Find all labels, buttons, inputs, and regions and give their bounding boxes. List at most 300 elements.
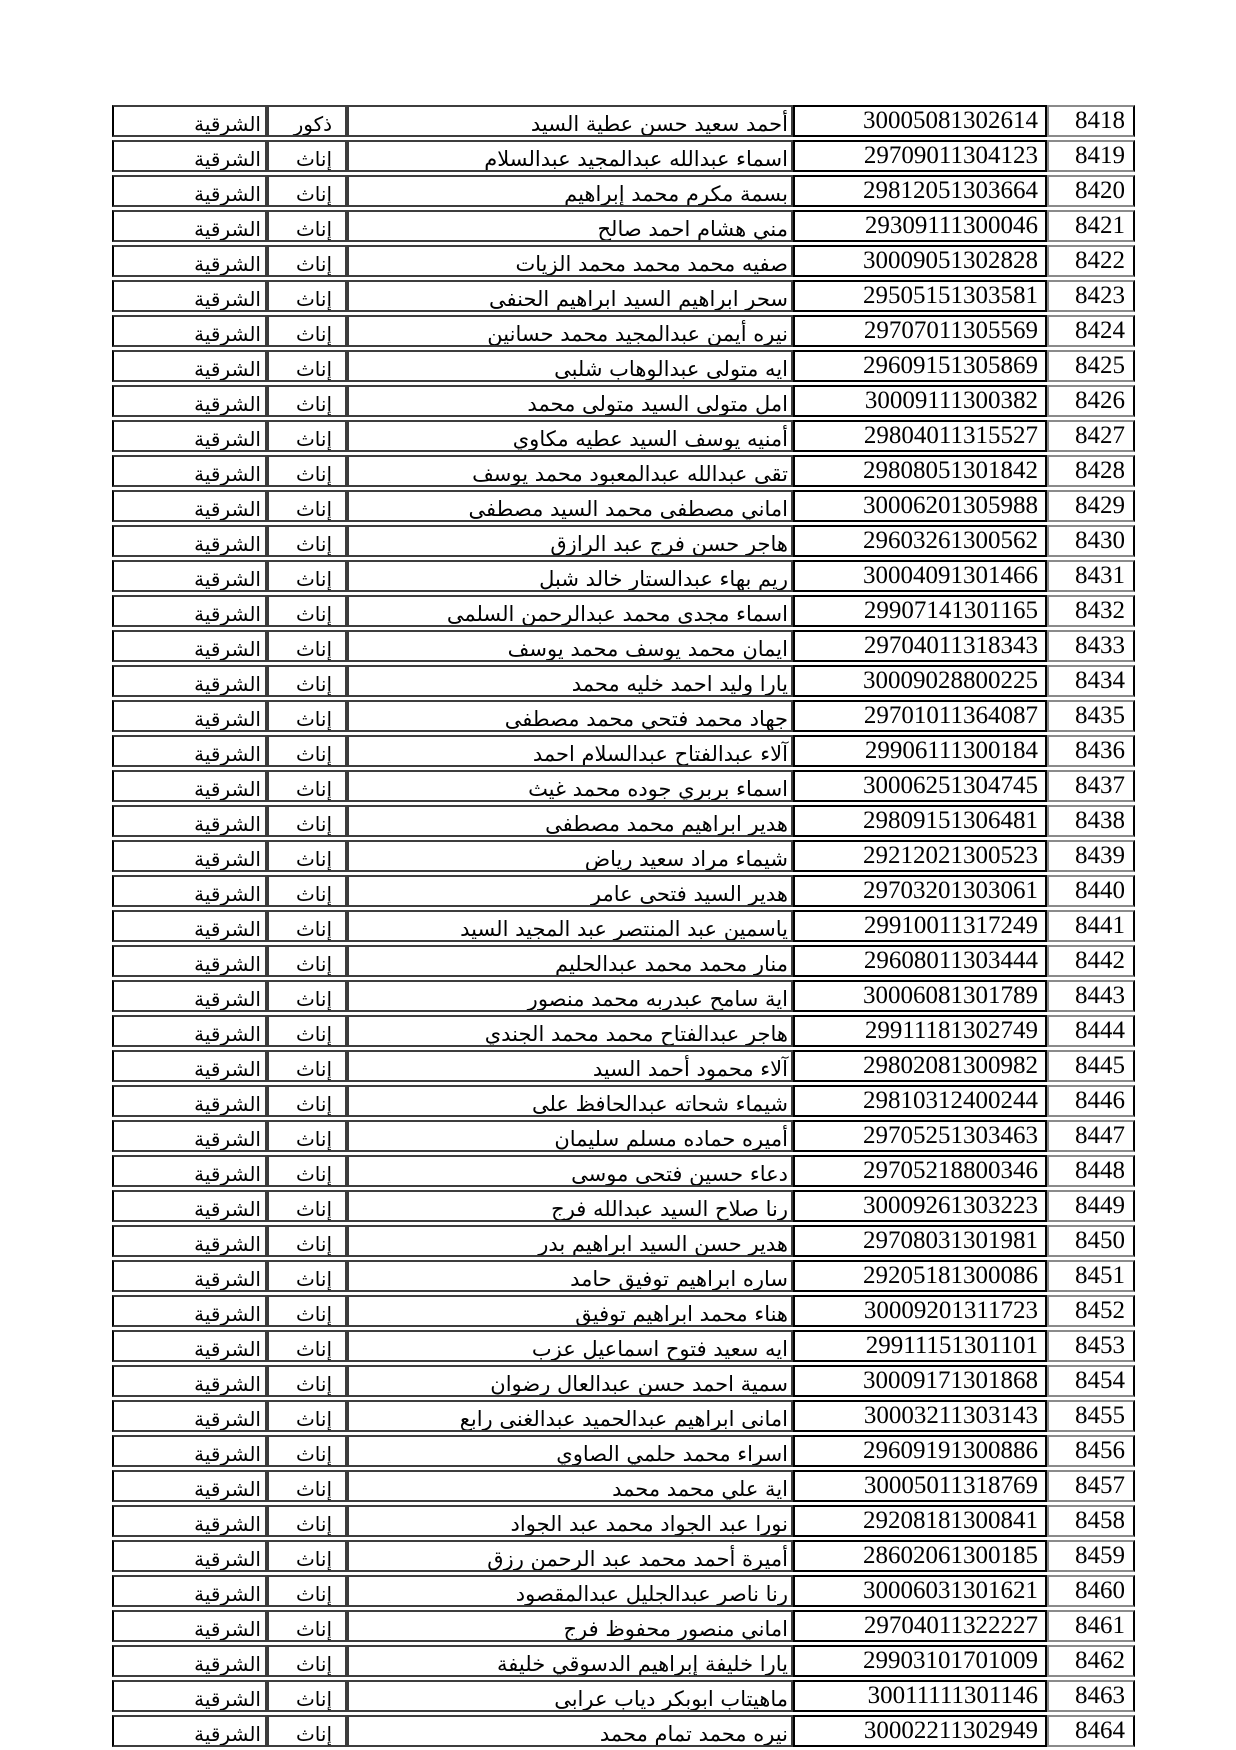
gender-cell bbox=[267, 630, 347, 662]
table-row bbox=[112, 735, 1135, 767]
gender-text: إناث bbox=[295, 777, 332, 801]
national-id-cell: 29910011317249 bbox=[793, 910, 1047, 942]
governorate-cell bbox=[112, 1155, 267, 1187]
gender-cell bbox=[267, 1575, 347, 1607]
governorate-text: الشرقية bbox=[194, 357, 261, 381]
gender-text: إناث bbox=[295, 672, 332, 696]
full-name-cell bbox=[347, 1120, 793, 1152]
governorate-cell bbox=[112, 105, 267, 137]
full-name-text: ساره ابراهيم توفيق حامد bbox=[570, 1267, 788, 1291]
full-name-text: رنا ناصر عبدالجليل عبدالمقصود bbox=[515, 1582, 788, 1606]
governorate-cell bbox=[112, 595, 267, 627]
serial-number-cell: 8422 bbox=[1047, 245, 1135, 277]
governorate-cell bbox=[112, 1120, 267, 1152]
full-name-cell bbox=[347, 1540, 793, 1572]
table-row bbox=[112, 350, 1135, 382]
table-row bbox=[112, 1575, 1135, 1607]
governorate-text: الشرقية bbox=[194, 1442, 261, 1466]
gender-text: إناث bbox=[295, 1092, 332, 1116]
full-name-cell bbox=[347, 1225, 793, 1257]
national-id-cell: 29809151306481 bbox=[793, 805, 1047, 837]
national-id-cell: 29812051303664 bbox=[793, 175, 1047, 207]
national-id-cell: 29808051301842 bbox=[793, 455, 1047, 487]
serial-number-cell: 8454 bbox=[1047, 1365, 1135, 1397]
national-id-cell: 29907141301165 bbox=[793, 595, 1047, 627]
full-name-cell bbox=[347, 1715, 793, 1747]
governorate-cell bbox=[112, 175, 267, 207]
gender-text: إناث bbox=[295, 1547, 332, 1571]
gender-text: إناث bbox=[295, 1127, 332, 1151]
full-name-cell bbox=[347, 490, 793, 522]
serial-number-cell: 8458 bbox=[1047, 1505, 1135, 1537]
names-roster-table bbox=[112, 102, 1135, 1750]
table-row bbox=[112, 1330, 1135, 1362]
full-name-text: ياسمين عبد المنتصر عبد المجيد السيد bbox=[460, 917, 788, 941]
full-name-cell bbox=[347, 665, 793, 697]
gender-text: إناث bbox=[295, 532, 332, 556]
gender-text: إناث bbox=[295, 567, 332, 591]
table-row bbox=[112, 1015, 1135, 1047]
governorate-cell bbox=[112, 945, 267, 977]
table-row bbox=[112, 840, 1135, 872]
table-row bbox=[112, 1680, 1135, 1712]
governorate-cell bbox=[112, 350, 267, 382]
national-id-cell: 30006251304745 bbox=[793, 770, 1047, 802]
national-id-cell: 30009171301868 bbox=[793, 1365, 1047, 1397]
national-id-cell: 30009028800225 bbox=[793, 665, 1047, 697]
table-row bbox=[112, 1715, 1135, 1747]
full-name-cell bbox=[347, 385, 793, 417]
gender-text: إناث bbox=[295, 1477, 332, 1501]
gender-cell bbox=[267, 1225, 347, 1257]
full-name-text: أميره حماده مسلم سليمان bbox=[554, 1127, 788, 1151]
governorate-text: الشرقية bbox=[194, 1057, 261, 1081]
gender-cell bbox=[267, 875, 347, 907]
serial-number-cell: 8459 bbox=[1047, 1540, 1135, 1572]
governorate-text: الشرقية bbox=[194, 1407, 261, 1431]
governorate-text: الشرقية bbox=[194, 882, 261, 906]
gender-text: إناث bbox=[295, 357, 332, 381]
serial-number-cell: 8419 bbox=[1047, 140, 1135, 172]
governorate-cell bbox=[112, 1190, 267, 1222]
gender-text: إناث bbox=[295, 427, 332, 451]
gender-cell bbox=[267, 735, 347, 767]
governorate-text: الشرقية bbox=[194, 1162, 261, 1186]
serial-number-cell: 8430 bbox=[1047, 525, 1135, 557]
full-name-text: آلاء عبدالفتاح عبدالسلام احمد bbox=[532, 742, 788, 766]
full-name-text: سمية احمد حسن عبدالعال رضوان bbox=[490, 1372, 788, 1396]
table-row bbox=[112, 1645, 1135, 1677]
table-row bbox=[112, 980, 1135, 1012]
table-row bbox=[112, 1190, 1135, 1222]
full-name-text: دعاء حسين فتحى موسى bbox=[571, 1162, 788, 1186]
governorate-text: الشرقية bbox=[194, 1582, 261, 1606]
governorate-text: الشرقية bbox=[194, 287, 261, 311]
governorate-cell bbox=[112, 1715, 267, 1747]
governorate-text: الشرقية bbox=[194, 1547, 261, 1571]
national-id-cell: 30005081302614 bbox=[793, 105, 1047, 137]
full-name-text: صفيه محمد محمد محمد الزيات bbox=[515, 252, 788, 276]
serial-number-cell: 8440 bbox=[1047, 875, 1135, 907]
governorate-cell bbox=[112, 280, 267, 312]
gender-cell bbox=[267, 385, 347, 417]
serial-number-cell: 8428 bbox=[1047, 455, 1135, 487]
national-id-cell: 29609151305869 bbox=[793, 350, 1047, 382]
governorate-cell bbox=[112, 1505, 267, 1537]
full-name-text: ايه سعيد فتوح اسماعيل عزب bbox=[531, 1337, 788, 1361]
governorate-cell bbox=[112, 420, 267, 452]
gender-text: إناث bbox=[295, 1232, 332, 1256]
gender-cell bbox=[267, 420, 347, 452]
gender-text: إناث bbox=[295, 1022, 332, 1046]
serial-number-cell: 8444 bbox=[1047, 1015, 1135, 1047]
full-name-cell bbox=[347, 1260, 793, 1292]
gender-text: إناث bbox=[295, 147, 332, 171]
full-name-cell bbox=[347, 840, 793, 872]
full-name-text: رنا صلاح السيد عبدالله فرج bbox=[551, 1197, 788, 1221]
table-row bbox=[112, 1365, 1135, 1397]
gender-text: إناث bbox=[295, 637, 332, 661]
governorate-cell bbox=[112, 385, 267, 417]
full-name-text: بسمة مكرم محمد إبراهيم bbox=[564, 182, 788, 206]
full-name-text: أحمد سعيد حسن عطية السيد bbox=[530, 112, 788, 136]
serial-number-cell: 8456 bbox=[1047, 1435, 1135, 1467]
governorate-cell bbox=[112, 1050, 267, 1082]
gender-text: إناث bbox=[295, 1162, 332, 1186]
gender-cell bbox=[267, 175, 347, 207]
serial-number-cell: 8447 bbox=[1047, 1120, 1135, 1152]
gender-cell bbox=[267, 1155, 347, 1187]
gender-cell bbox=[267, 560, 347, 592]
full-name-cell bbox=[347, 630, 793, 662]
full-name-cell bbox=[347, 1610, 793, 1642]
full-name-text: أمنيه يوسف السيد عطيه مكاوي bbox=[512, 427, 788, 451]
full-name-cell bbox=[347, 1015, 793, 1047]
governorate-cell bbox=[112, 1365, 267, 1397]
gender-cell bbox=[267, 1610, 347, 1642]
full-name-cell bbox=[347, 1155, 793, 1187]
table-row bbox=[112, 1050, 1135, 1082]
serial-number-cell: 8427 bbox=[1047, 420, 1135, 452]
full-name-text: اسماء مجدى محمد عبدالرحمن السلمى bbox=[446, 602, 788, 626]
governorate-text: الشرقية bbox=[194, 1022, 261, 1046]
gender-text: إناث bbox=[295, 882, 332, 906]
serial-number-cell: 8462 bbox=[1047, 1645, 1135, 1677]
governorate-cell bbox=[112, 735, 267, 767]
full-name-text: آلاء محمود أحمد السيد bbox=[592, 1057, 788, 1081]
national-id-cell: 29911151301101 bbox=[793, 1330, 1047, 1362]
table-row bbox=[112, 1155, 1135, 1187]
governorate-text: الشرقية bbox=[194, 847, 261, 871]
gender-text: إناث bbox=[295, 1582, 332, 1606]
national-id-cell: 29705218800346 bbox=[793, 1155, 1047, 1187]
full-name-cell bbox=[347, 875, 793, 907]
gender-cell bbox=[267, 945, 347, 977]
national-id-cell: 30009201311723 bbox=[793, 1295, 1047, 1327]
full-name-text: هدير السيد فتحى عامر bbox=[590, 882, 788, 906]
table-row bbox=[112, 1505, 1135, 1537]
serial-number-cell: 8457 bbox=[1047, 1470, 1135, 1502]
full-name-text: نيره محمد تمام محمد bbox=[599, 1722, 788, 1746]
national-id-cell: 30004091301466 bbox=[793, 560, 1047, 592]
serial-number-cell: 8418 bbox=[1047, 105, 1135, 137]
governorate-cell bbox=[112, 980, 267, 1012]
gender-cell bbox=[267, 1050, 347, 1082]
serial-number-cell: 8424 bbox=[1047, 315, 1135, 347]
gender-text: ذكور bbox=[293, 112, 332, 136]
national-id-cell: 29609191300886 bbox=[793, 1435, 1047, 1467]
gender-cell bbox=[267, 210, 347, 242]
serial-number-cell: 8438 bbox=[1047, 805, 1135, 837]
table-row bbox=[112, 1470, 1135, 1502]
governorate-cell bbox=[112, 1610, 267, 1642]
full-name-text: امانى ابراهيم عبدالحميد عبدالغنى رابع bbox=[459, 1407, 788, 1431]
serial-number-cell: 8449 bbox=[1047, 1190, 1135, 1222]
governorate-cell bbox=[112, 1680, 267, 1712]
full-name-cell bbox=[347, 1085, 793, 1117]
table-row bbox=[112, 700, 1135, 732]
full-name-cell bbox=[347, 770, 793, 802]
gender-cell bbox=[267, 1295, 347, 1327]
governorate-cell bbox=[112, 140, 267, 172]
full-name-cell bbox=[347, 1295, 793, 1327]
governorate-text: الشرقية bbox=[194, 637, 261, 661]
full-name-cell bbox=[347, 175, 793, 207]
gender-cell bbox=[267, 700, 347, 732]
governorate-cell bbox=[112, 1645, 267, 1677]
gender-cell bbox=[267, 1715, 347, 1747]
full-name-text: مني هشام احمد صالح bbox=[597, 217, 788, 241]
governorate-cell bbox=[112, 875, 267, 907]
governorate-text: الشرقية bbox=[194, 987, 261, 1011]
governorate-text: الشرقية bbox=[194, 252, 261, 276]
table-row bbox=[112, 490, 1135, 522]
full-name-cell bbox=[347, 980, 793, 1012]
governorate-cell bbox=[112, 770, 267, 802]
table-body bbox=[112, 105, 1135, 1747]
serial-number-cell: 8453 bbox=[1047, 1330, 1135, 1362]
table-row bbox=[112, 1225, 1135, 1257]
national-id-cell: 29208181300841 bbox=[793, 1505, 1047, 1537]
table-row bbox=[112, 1400, 1135, 1432]
governorate-text: الشرقية bbox=[194, 532, 261, 556]
serial-number-cell: 8425 bbox=[1047, 350, 1135, 382]
gender-cell bbox=[267, 980, 347, 1012]
national-id-cell: 29804011315527 bbox=[793, 420, 1047, 452]
serial-number-cell: 8455 bbox=[1047, 1400, 1135, 1432]
table-row bbox=[112, 805, 1135, 837]
gender-text: إناث bbox=[295, 1652, 332, 1676]
gender-cell bbox=[267, 595, 347, 627]
national-id-cell: 29701011364087 bbox=[793, 700, 1047, 732]
full-name-cell bbox=[347, 1505, 793, 1537]
full-name-cell bbox=[347, 805, 793, 837]
national-id-cell: 30009261303223 bbox=[793, 1190, 1047, 1222]
full-name-text: جهاد محمد فتحي محمد مصطفى bbox=[504, 707, 788, 731]
governorate-text: الشرقية bbox=[194, 112, 261, 136]
gender-cell bbox=[267, 910, 347, 942]
governorate-text: الشرقية bbox=[194, 1372, 261, 1396]
national-id-cell: 29505151303581 bbox=[793, 280, 1047, 312]
serial-number-cell: 8451 bbox=[1047, 1260, 1135, 1292]
national-id-cell: 29704011318343 bbox=[793, 630, 1047, 662]
governorate-cell bbox=[112, 1260, 267, 1292]
table-row bbox=[112, 1120, 1135, 1152]
full-name-text: اية سامح عبدربه محمد منصور bbox=[527, 987, 788, 1011]
full-name-cell bbox=[347, 1365, 793, 1397]
national-id-cell: 30011111301146 bbox=[793, 1680, 1047, 1712]
governorate-text: الشرقية bbox=[194, 917, 261, 941]
table-row bbox=[112, 315, 1135, 347]
governorate-cell bbox=[112, 245, 267, 277]
full-name-cell bbox=[347, 1190, 793, 1222]
serial-number-cell: 8421 bbox=[1047, 210, 1135, 242]
governorate-cell bbox=[112, 525, 267, 557]
full-name-text: اية علي محمد محمد bbox=[612, 1477, 788, 1501]
governorate-cell bbox=[112, 1435, 267, 1467]
table-row bbox=[112, 875, 1135, 907]
governorate-text: الشرقية bbox=[194, 1617, 261, 1641]
governorate-text: الشرقية bbox=[194, 1477, 261, 1501]
serial-number-cell: 8432 bbox=[1047, 595, 1135, 627]
governorate-text: الشرقية bbox=[194, 742, 261, 766]
table-row bbox=[112, 455, 1135, 487]
gender-cell bbox=[267, 350, 347, 382]
national-id-cell: 30005011318769 bbox=[793, 1470, 1047, 1502]
full-name-text: منار محمد محمد عبدالحليم bbox=[554, 952, 788, 976]
gender-text: إناث bbox=[295, 1057, 332, 1081]
national-id-cell: 29608011303444 bbox=[793, 945, 1047, 977]
governorate-cell bbox=[112, 1540, 267, 1572]
full-name-text: يارا خليفة إبراهيم الدسوقي خليفة bbox=[497, 1652, 788, 1676]
gender-cell bbox=[267, 840, 347, 872]
full-name-text: شيماء شحاته عبدالحافظ على bbox=[531, 1092, 788, 1116]
gender-text: إناث bbox=[295, 1337, 332, 1361]
national-id-cell: 29704011322227 bbox=[793, 1610, 1047, 1642]
full-name-cell bbox=[347, 525, 793, 557]
governorate-text: الشرقية bbox=[194, 392, 261, 416]
gender-cell bbox=[267, 1540, 347, 1572]
governorate-cell bbox=[112, 805, 267, 837]
full-name-text: ايمان محمد يوسف محمد يوسف bbox=[507, 637, 788, 661]
full-name-cell bbox=[347, 420, 793, 452]
full-name-cell bbox=[347, 910, 793, 942]
governorate-cell bbox=[112, 1400, 267, 1432]
gender-text: إناث bbox=[295, 707, 332, 731]
gender-cell bbox=[267, 525, 347, 557]
governorate-text: الشرقية bbox=[194, 672, 261, 696]
national-id-cell: 29911181302749 bbox=[793, 1015, 1047, 1047]
gender-text: إناث bbox=[295, 987, 332, 1011]
serial-number-cell: 8452 bbox=[1047, 1295, 1135, 1327]
full-name-cell bbox=[347, 595, 793, 627]
serial-number-cell: 8441 bbox=[1047, 910, 1135, 942]
serial-number-cell: 8429 bbox=[1047, 490, 1135, 522]
gender-text: إناث bbox=[295, 917, 332, 941]
table-row bbox=[112, 770, 1135, 802]
governorate-text: الشرقية bbox=[194, 147, 261, 171]
table-row bbox=[112, 1085, 1135, 1117]
governorate-text: الشرقية bbox=[194, 322, 261, 346]
national-id-cell: 29309111300046 bbox=[793, 210, 1047, 242]
governorate-text: الشرقية bbox=[194, 1197, 261, 1221]
governorate-text: الشرقية bbox=[194, 952, 261, 976]
serial-number-cell: 8434 bbox=[1047, 665, 1135, 697]
table-row bbox=[112, 910, 1135, 942]
serial-number-cell: 8426 bbox=[1047, 385, 1135, 417]
gender-cell bbox=[267, 805, 347, 837]
national-id-cell: 30009111300382 bbox=[793, 385, 1047, 417]
national-id-cell: 29603261300562 bbox=[793, 525, 1047, 557]
gender-text: إناث bbox=[295, 1442, 332, 1466]
serial-number-cell: 8433 bbox=[1047, 630, 1135, 662]
serial-number-cell: 8443 bbox=[1047, 980, 1135, 1012]
gender-text: إناث bbox=[295, 322, 332, 346]
serial-number-cell: 8460 bbox=[1047, 1575, 1135, 1607]
governorate-text: الشرقية bbox=[194, 567, 261, 591]
governorate-text: الشرقية bbox=[194, 497, 261, 521]
gender-text: إناث bbox=[295, 1617, 332, 1641]
gender-cell bbox=[267, 315, 347, 347]
serial-number-cell: 8442 bbox=[1047, 945, 1135, 977]
full-name-cell bbox=[347, 1680, 793, 1712]
full-name-text: امل متولى السيد متولى محمد bbox=[527, 392, 788, 416]
national-id-cell: 29707011305569 bbox=[793, 315, 1047, 347]
gender-text: إناث bbox=[295, 1687, 332, 1711]
governorate-text: الشرقية bbox=[194, 1687, 261, 1711]
table-row bbox=[112, 210, 1135, 242]
governorate-text: الشرقية bbox=[194, 462, 261, 486]
serial-number-cell: 8431 bbox=[1047, 560, 1135, 592]
national-id-cell: 29703201303061 bbox=[793, 875, 1047, 907]
full-name-cell bbox=[347, 455, 793, 487]
gender-cell bbox=[267, 1400, 347, 1432]
full-name-cell bbox=[347, 1330, 793, 1362]
gender-cell bbox=[267, 455, 347, 487]
full-name-text: أميرة أحمد محمد عبد الرحمن رزق bbox=[487, 1547, 788, 1571]
governorate-cell bbox=[112, 1015, 267, 1047]
table-row bbox=[112, 595, 1135, 627]
national-id-cell: 30003211303143 bbox=[793, 1400, 1047, 1432]
national-id-cell: 29705251303463 bbox=[793, 1120, 1047, 1152]
governorate-text: الشرقية bbox=[194, 777, 261, 801]
governorate-cell bbox=[112, 1085, 267, 1117]
national-id-cell: 28602061300185 bbox=[793, 1540, 1047, 1572]
national-id-cell: 30006081301789 bbox=[793, 980, 1047, 1012]
gender-text: إناث bbox=[295, 287, 332, 311]
full-name-text: ماهيتاب ابوبكر دياب عرابى bbox=[554, 1687, 788, 1711]
gender-cell bbox=[267, 490, 347, 522]
full-name-text: هناء محمد ابراهيم توفيق bbox=[575, 1302, 788, 1326]
table-row bbox=[112, 560, 1135, 592]
gender-cell bbox=[267, 1435, 347, 1467]
governorate-cell bbox=[112, 665, 267, 697]
governorate-text: الشرقية bbox=[194, 1337, 261, 1361]
gender-cell bbox=[267, 280, 347, 312]
serial-number-cell: 8420 bbox=[1047, 175, 1135, 207]
full-name-cell bbox=[347, 315, 793, 347]
gender-cell bbox=[267, 1505, 347, 1537]
full-name-cell bbox=[347, 700, 793, 732]
gender-text: إناث bbox=[295, 602, 332, 626]
gender-cell bbox=[267, 1190, 347, 1222]
full-name-cell bbox=[347, 945, 793, 977]
serial-number-cell: 8435 bbox=[1047, 700, 1135, 732]
full-name-text: اسماء بربري جوده محمد غيث bbox=[528, 777, 788, 801]
full-name-cell bbox=[347, 735, 793, 767]
governorate-cell bbox=[112, 490, 267, 522]
full-name-text: شيماء مراد سعيد رياض bbox=[584, 847, 788, 871]
